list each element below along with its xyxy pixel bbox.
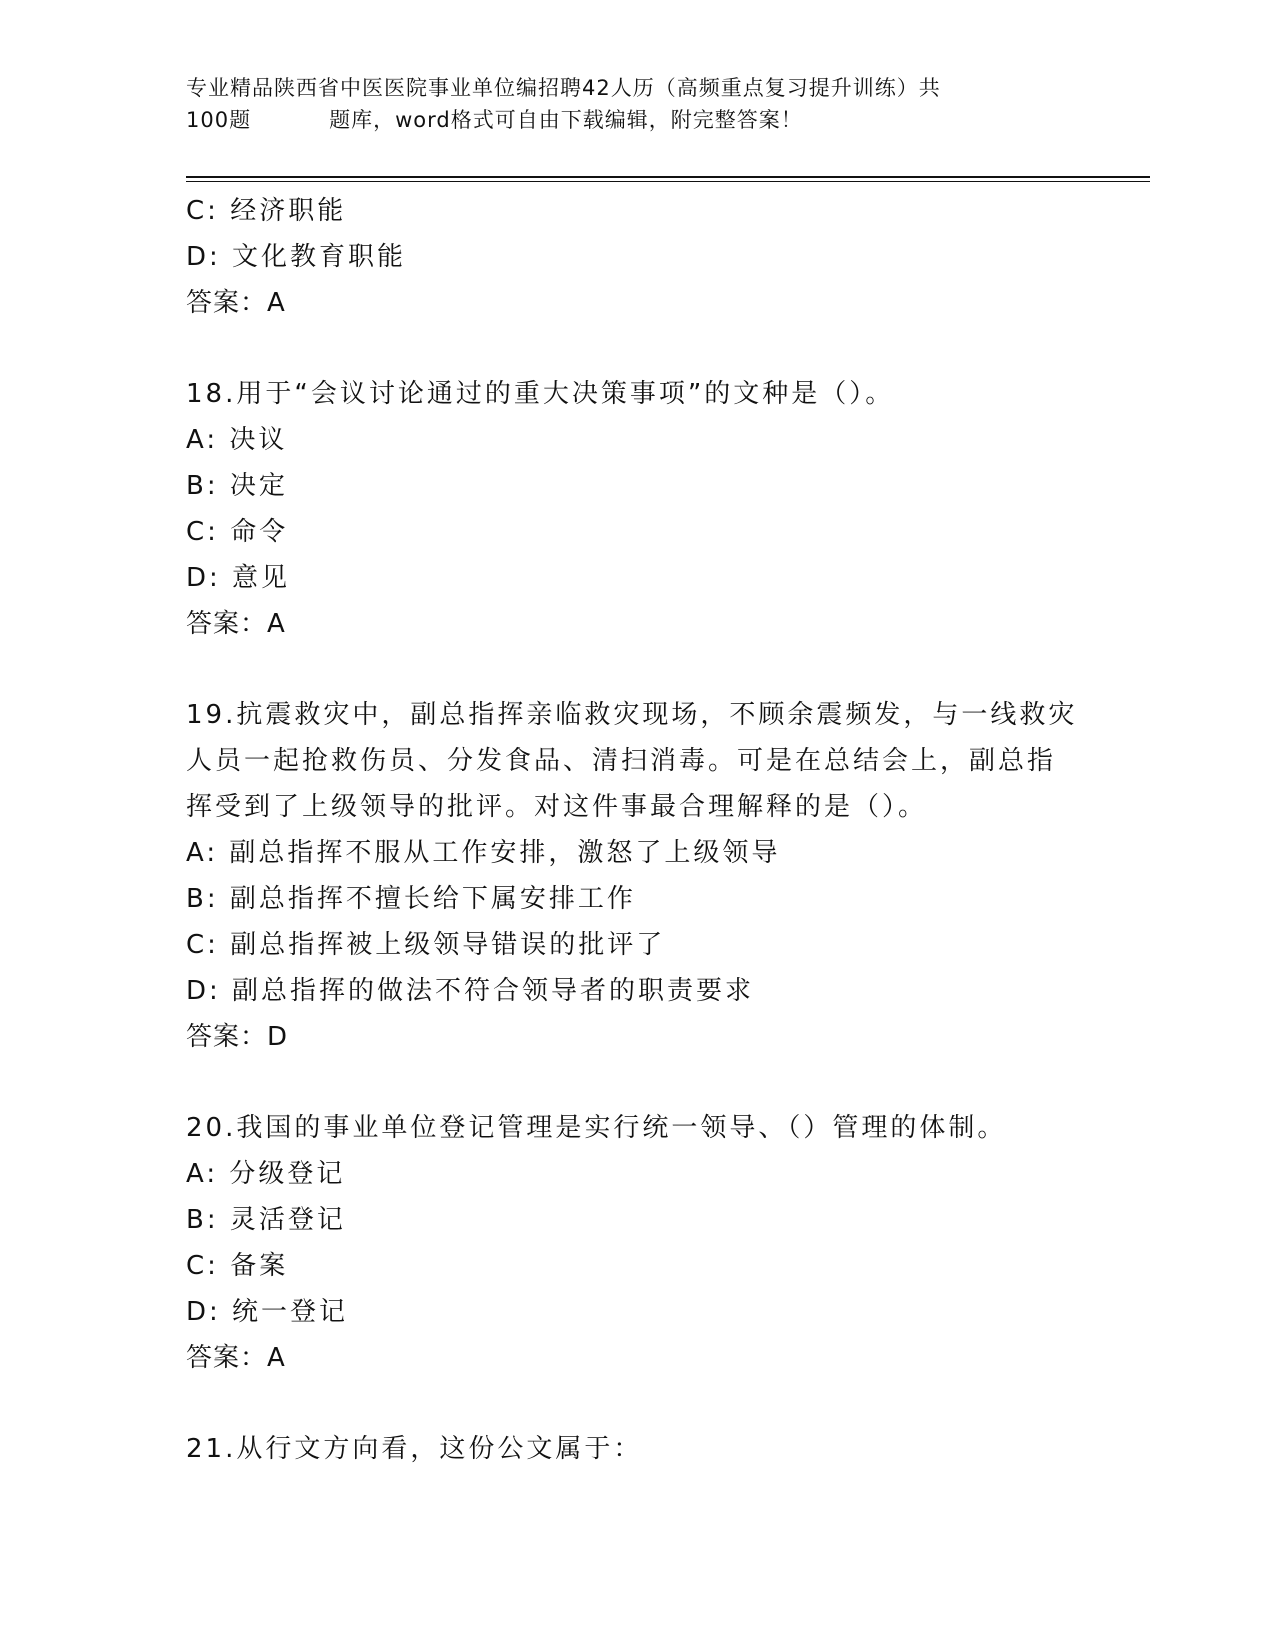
option-d: D: 统一登记 — [186, 1297, 349, 1327]
question-stem-line-3: 挥受到了上级领导的批评。对这件事最合理解释的是（）。 — [186, 792, 928, 822]
question-stem: 21.从行文方向看，这份公文属于： — [186, 1434, 643, 1464]
question-19 — [186, 692, 1150, 1060]
question-21 — [186, 1426, 1150, 1472]
previous-question-tail — [186, 188, 1150, 326]
header-gap — [251, 104, 329, 136]
option-d: D: 意见 — [186, 563, 291, 593]
option-c: C: 经济职能 — [186, 196, 347, 226]
answer-line: 答案：D — [186, 1022, 289, 1052]
header-divider-thin — [186, 181, 1150, 182]
question-stem: 20.我国的事业单位登记管理是实行统一领导、（）管理的体制。 — [186, 1113, 1007, 1143]
header-format-note: 题库，word格式可自由下载编辑，附完整答案！ — [329, 108, 803, 132]
header-title-line-2 — [186, 104, 1066, 136]
header-title-line-1: 专业精品陕西省中医医院事业单位编招聘42人历（高频重点复习提升训练）共 — [186, 76, 941, 100]
option-b: B: 灵活登记 — [186, 1205, 346, 1235]
answer-line: 答案：A — [186, 288, 286, 318]
option-d: D: 文化教育职能 — [186, 242, 407, 272]
question-18 — [186, 371, 1150, 647]
header-divider-thick — [186, 176, 1150, 178]
page-header — [186, 72, 1066, 136]
question-stem: 18.用于“会议讨论通过的重大决策事项”的文种是（）。 — [186, 379, 895, 409]
option-a: A: 决议 — [186, 425, 288, 455]
option-c: C: 副总指挥被上级领导错误的批评了 — [186, 930, 666, 960]
question-gap — [186, 326, 1150, 371]
option-c: C: 备案 — [186, 1251, 289, 1281]
question-gap — [186, 1381, 1150, 1426]
option-a: A: 副总指挥不服从工作安排，激怒了上级领导 — [186, 838, 781, 868]
question-gap — [186, 1060, 1150, 1105]
answer-line: 答案：A — [186, 1343, 286, 1373]
header-question-count: 100题 — [186, 108, 252, 132]
option-b: B: 决定 — [186, 471, 288, 501]
answer-line: 答案：A — [186, 609, 286, 639]
option-b: B: 副总指挥不擅长给下属安排工作 — [186, 884, 636, 914]
question-content — [186, 188, 1150, 1472]
option-a: A: 分级登记 — [186, 1159, 346, 1189]
question-stem-line-2: 人员一起抢救伤员、分发食品、清扫消毒。可是在总结会上，副总指 — [186, 746, 1057, 776]
option-c: C: 命令 — [186, 517, 289, 547]
question-20 — [186, 1105, 1150, 1381]
option-d: D: 副总指挥的做法不符合领导者的职责要求 — [186, 976, 755, 1006]
question-gap — [186, 647, 1150, 692]
question-stem-line-1: 19.抗震救灾中，副总指挥亲临救灾现场，不顾余震频发，与一线救灾 — [186, 700, 1078, 730]
